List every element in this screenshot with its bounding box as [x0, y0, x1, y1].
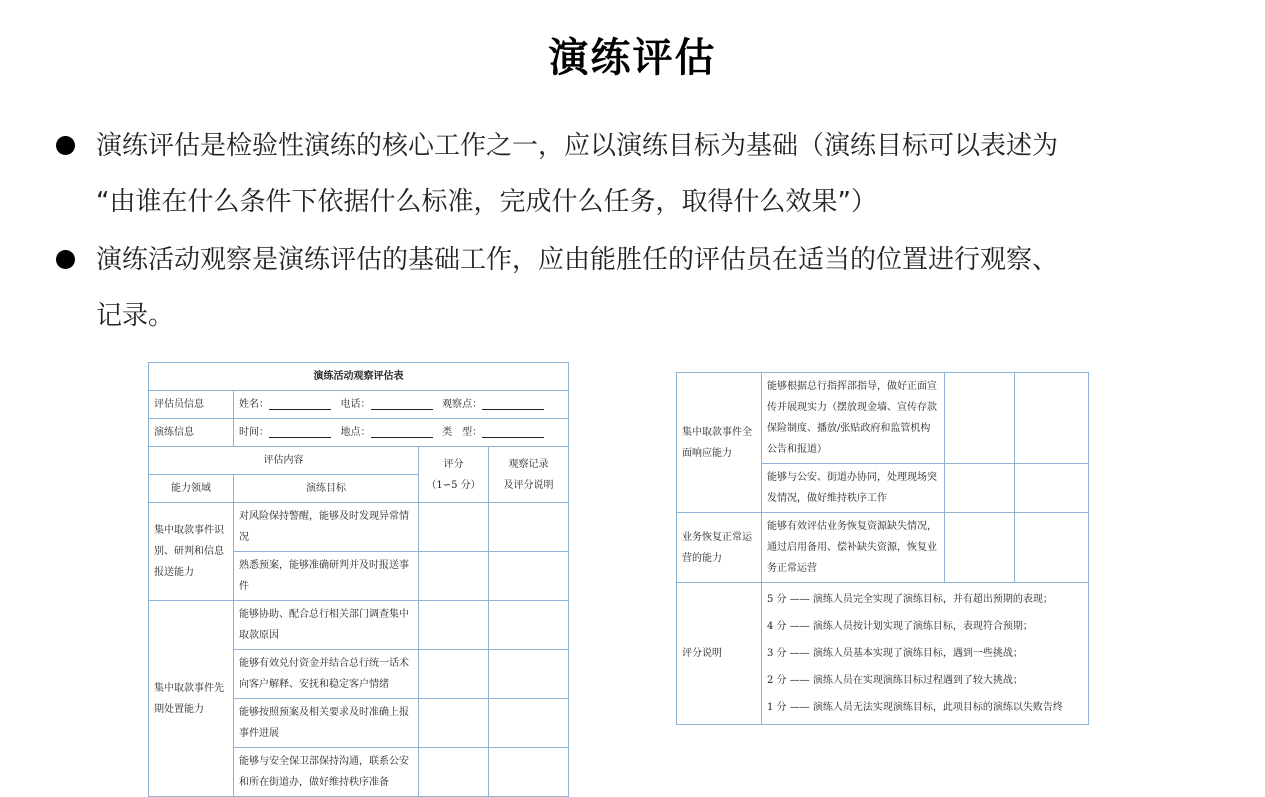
bullet-text-line: 演练评估是检验性演练的核心工作之一，应以演练目标为基础（演练目标可以表述为 — [96, 131, 1059, 161]
record-cell — [1015, 464, 1089, 513]
goal-header: 演练目标 — [234, 475, 419, 503]
goal-cell: 能够协助、配合总行相关部门调查集中取款原因 — [234, 601, 419, 650]
record-sub-label: 及评分说明 — [503, 479, 554, 491]
drill-info-fields — [234, 419, 569, 447]
record-cell — [489, 503, 569, 552]
bullet-dot-icon — [56, 136, 75, 155]
eval-content-header: 评估内容 — [149, 447, 419, 475]
page-title: 演练评估 — [548, 35, 717, 81]
observation-point-label: 观察点： — [442, 399, 483, 410]
place-blank — [371, 427, 433, 438]
record-header — [489, 447, 569, 503]
evaluator-info-fields — [234, 391, 569, 419]
form-caption: 演练活动观察评估表 — [149, 363, 569, 391]
bullet-text-line: 演练活动观察是演练评估的基础工作，应由能胜任的评估员在适当的位置进行观察、 — [96, 245, 1059, 275]
domain-cell: 集中取款事件先期处置能力 — [149, 601, 234, 797]
phone-blank — [371, 399, 433, 410]
score-cell — [419, 650, 489, 699]
score-cell — [419, 748, 489, 797]
goal-cell: 能够根据总行指挥部指导，做好正面宣传并展现实力（摆放现金墙、宣传存款保险制度、播放/张贴政府和监管机构公告和报道） — [762, 373, 945, 464]
record-cell — [1015, 373, 1089, 464]
bullet-text-line: “由谁在什么条件下依据什么标准，完成什么任务，取得什么效果”） — [96, 187, 877, 217]
bullet-text-line: 记录。 — [96, 301, 175, 331]
time-label: 时间： — [239, 427, 269, 438]
score-level-line: 2 分 —— 演练人员在实现演练目标过程遇到了较大挑战； — [767, 675, 1023, 686]
observation-form-table — [148, 362, 569, 797]
time-blank — [269, 427, 331, 438]
record-cell — [489, 699, 569, 748]
score-header — [419, 447, 489, 503]
place-label: 地点： — [340, 427, 371, 438]
goal-cell: 能够与公安、街道办协同，处理现场突发情况，做好维持秩序工作 — [762, 464, 945, 513]
record-cell — [489, 650, 569, 699]
domain-cell: 集中取款事件识别、研判和信息报送能力 — [149, 503, 234, 601]
bullet-dot-icon — [56, 250, 75, 269]
score-cell — [419, 601, 489, 650]
record-cell — [1015, 513, 1089, 583]
evaluator-info-label: 评估员信息 — [149, 391, 234, 419]
type-label: 类 型： — [442, 427, 483, 438]
observation-point-blank — [482, 399, 544, 410]
domain-cell: 集中取款事件全面响应能力 — [677, 373, 762, 513]
score-header-label: 评分 — [443, 458, 464, 470]
score-cell — [945, 373, 1015, 464]
goal-cell: 对风险保持警醒，能够及时发现异常情况 — [234, 503, 419, 552]
score-level-line: 3 分 —— 演练人员基本实现了演练目标，遇到一些挑战； — [767, 648, 1023, 659]
record-header-label: 观察记录 — [508, 458, 549, 470]
bullet-item — [56, 232, 1236, 344]
name-label: 姓名： — [239, 399, 269, 410]
record-cell — [489, 601, 569, 650]
score-cell — [419, 699, 489, 748]
score-cell — [419, 552, 489, 601]
goal-cell: 能够有效评估业务恢复资源缺失情况，通过启用备用、偿补缺失资源，恢复业务正常运营 — [762, 513, 945, 583]
score-cell — [945, 464, 1015, 513]
type-blank — [482, 427, 544, 438]
goal-cell: 能够与安全保卫部保持沟通，联系公安和所在街道办，做好维持秩序准备 — [234, 748, 419, 797]
domain-header: 能力领域 — [149, 475, 234, 503]
record-cell — [489, 748, 569, 797]
domain-cell: 业务恢复正常运营的能力 — [677, 513, 762, 583]
name-blank — [269, 399, 331, 410]
score-level-line: 4 分 —— 演练人员按计划实现了演练目标，表现符合预期； — [767, 621, 1033, 632]
bullet-item — [56, 118, 1236, 230]
bullet-list — [56, 118, 1236, 344]
drill-info-label: 演练信息 — [149, 419, 234, 447]
score-range-label: （1∽5 分） — [426, 479, 481, 491]
score-cell — [945, 513, 1015, 583]
scoring-label: 评分说明 — [677, 583, 762, 725]
score-level-line: 1 分 —— 演练人员无法实现演练目标，此项目标的演练以失败告终 — [767, 702, 1063, 713]
goal-cell: 能够按照预案及相关要求及时准确上报事件进展 — [234, 699, 419, 748]
scoring-description — [762, 583, 1089, 725]
score-level-line: 5 分 —— 演练人员完全实现了演练目标，并有超出预期的表现； — [767, 594, 1053, 605]
goal-cell: 能够有效兑付资金并结合总行统一话术向客户解释、安抚和稳定客户情绪 — [234, 650, 419, 699]
phone-label: 电话： — [340, 399, 371, 410]
score-cell — [419, 503, 489, 552]
observation-form-continued-table — [676, 372, 1089, 725]
record-cell — [489, 552, 569, 601]
goal-cell: 熟悉预案，能够准确研判并及时报送事件 — [234, 552, 419, 601]
